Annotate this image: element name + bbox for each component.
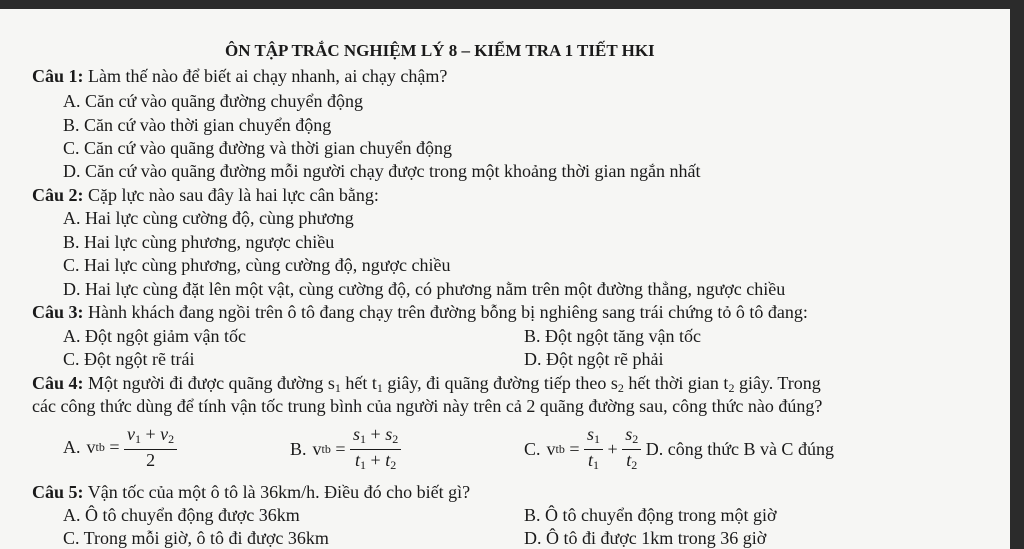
q1-option-d: D. Căn cứ vào quãng đường mỗi người chạy được trong một khoảng thời gian ngắn nhất xyxy=(63,161,701,181)
right-dark-bar xyxy=(1010,0,1024,549)
question-2: Câu 2: Cặp lực nào sau đây là hai lực cân bằng: xyxy=(32,185,379,205)
q2-option-a: A. Hai lực cùng cường độ, cùng phương xyxy=(63,208,354,228)
q5-option-c: C. Trong mỗi giờ, ô tô đi được 36km xyxy=(63,528,329,548)
document-page xyxy=(0,9,1010,549)
fraction-b: $\frac{s_1 + s_2}{t_1 + t_2}$ xyxy=(350,424,401,475)
page-title: ÔN TẬP TRẮC NGHIỆM LÝ 8 – KIỂM TRA 1 TIẾT HKI xyxy=(225,41,655,60)
question-4-line-2: các công thức dùng để tính vận tốc trung bình của người này trên cả 2 quãng đường sau, công thức nào đúng? xyxy=(32,396,823,416)
top-dark-bar xyxy=(0,0,1024,9)
q4-option-a: A. v tb = $\frac{v_1 + v_2}{2}$ xyxy=(63,424,177,470)
q1-option-b: B. Căn cứ vào thời gian chuyển động xyxy=(63,115,332,135)
q4-option-b: B. v tb = $\frac{s_1 + s_2}{t_1 + t_2}$ xyxy=(290,424,401,475)
q5-option-b: B. Ô tô chuyển động trong một giờ xyxy=(524,505,777,525)
fraction-c1: $\frac{s_1}{t_1}$ xyxy=(584,424,603,475)
q5-option-a: A. Ô tô chuyển động được 36km xyxy=(63,505,300,525)
q1-option-a: A. Căn cứ vào quãng đường chuyển động xyxy=(63,91,363,111)
fraction-c2: $\frac{s_2}{t_2}$ xyxy=(622,424,641,475)
q3-option-a: A. Đột ngột giảm vận tốc xyxy=(63,326,246,346)
question-5: Câu 5: Vận tốc của một ô tô là 36km/h. Điều đó cho biết gì? xyxy=(32,482,471,502)
fraction-a: $\frac{v_1 + v_2}{2}$ xyxy=(124,424,177,470)
q4-option-c: C. v tb = $\frac{s_1}{t_1}$ + $\frac{s_2}{t_2}$ D. công thức B và C đúng xyxy=(524,424,834,475)
q3-option-c: C. Đột ngột rẽ trái xyxy=(63,349,195,369)
q2-option-d: D. Hai lực cùng đặt lên một vật, cùng cường độ, có phương nằm trên một đường thẳng, ngược chiều xyxy=(63,279,786,299)
q2-option-b: B. Hai lực cùng phương, ngược chiều xyxy=(63,232,335,252)
question-3: Câu 3: Hành khách đang ngồi trên ô tô đang chạy trên đường bỗng bị nghiêng sang trái chứng tỏ ô tô đang: xyxy=(32,302,808,322)
q2-option-c: C. Hai lực cùng phương, cùng cường độ, ngược chiều xyxy=(63,255,451,275)
question-1: Câu 1: Làm thế nào để biết ai chạy nhanh, ai chạy chậm? xyxy=(32,66,448,86)
q4-option-d: D. công thức B và C đúng xyxy=(645,439,834,459)
q3-option-d: D. Đột ngột rẽ phải xyxy=(524,349,664,369)
q3-option-b: B. Đột ngột tăng vận tốc xyxy=(524,326,701,346)
q1-option-c: C. Căn cứ vào quãng đường và thời gian chuyển động xyxy=(63,138,452,158)
question-4: Câu 4: Một người đi được quãng đường $s_1$ hết $t_1$ giây, đi quãng đường tiếp theo $s_2$ hết thời gian $t_2$ giây. Trong xyxy=(32,373,821,395)
q5-option-d: D. Ô tô đi được 1km trong 36 giờ xyxy=(524,528,767,548)
